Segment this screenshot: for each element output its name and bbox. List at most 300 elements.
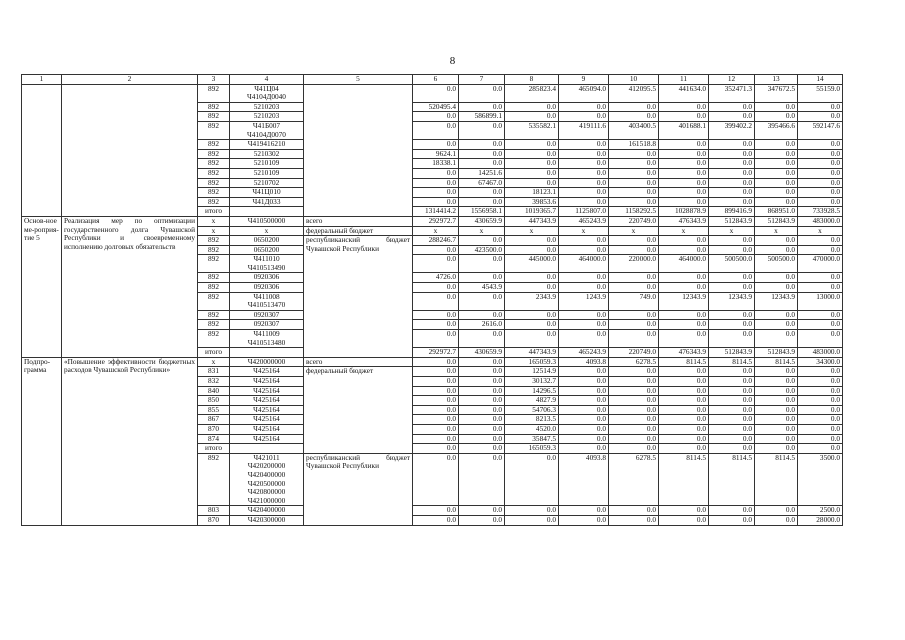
- grbs-cell: 892: [198, 236, 230, 246]
- value-cell: 592147.6: [798, 121, 843, 139]
- value-cell: 0.0: [709, 396, 755, 406]
- kbk-code: Ч420400000: [247, 469, 286, 479]
- value-cell: 352471.3: [709, 84, 755, 102]
- value-cell: 464000.0: [559, 255, 609, 273]
- value-cell: 0.0: [755, 188, 798, 198]
- value-cell: 0.0: [709, 112, 755, 122]
- value-cell: х: [709, 226, 755, 236]
- value-cell: 39853.6: [505, 197, 559, 207]
- grbs-cell: х: [198, 226, 230, 236]
- kbk-cell: [230, 121, 304, 139]
- value-cell: 0.0: [559, 197, 609, 207]
- kbk-cell: [230, 515, 304, 525]
- kbk-cell: [230, 453, 304, 506]
- value-cell: 67467.0: [459, 178, 505, 188]
- value-cell: 0.0: [413, 405, 459, 415]
- column-number: 7: [459, 75, 505, 85]
- value-cell: 0.0: [798, 330, 843, 348]
- kbk-cell: [230, 424, 304, 434]
- kbk-code: 0920307: [253, 319, 280, 329]
- value-cell: 0.0: [559, 236, 609, 246]
- value-cell: 0.0: [709, 245, 755, 255]
- value-cell: 403400.5: [609, 121, 659, 139]
- value-cell: 0.0: [798, 377, 843, 387]
- kbk-code: 0920306: [253, 272, 280, 282]
- value-cell: 0.0: [609, 245, 659, 255]
- value-cell: 0.0: [659, 506, 709, 516]
- value-cell: 0.0: [609, 159, 659, 169]
- value-cell: 0.0: [709, 102, 755, 112]
- grbs-cell: 892: [198, 197, 230, 207]
- value-cell: х: [659, 226, 709, 236]
- column-number: 6: [413, 75, 459, 85]
- value-cell: 0.0: [798, 424, 843, 434]
- value-cell: 0.0: [755, 320, 798, 330]
- value-cell: 1028878.9: [659, 207, 709, 217]
- value-cell: 0.0: [798, 178, 843, 188]
- value-cell: 0.0: [609, 405, 659, 415]
- kbk-cell: [230, 348, 304, 358]
- grbs-cell: 892: [198, 140, 230, 150]
- value-cell: 0.0: [609, 273, 659, 283]
- grbs-cell: 867: [198, 415, 230, 425]
- value-cell: 0.0: [505, 320, 559, 330]
- value-cell: 4827.9: [505, 396, 559, 406]
- value-cell: 8114.5: [755, 357, 798, 367]
- value-cell: 0.0: [798, 283, 843, 293]
- column-number: 14: [798, 75, 843, 85]
- column-number: 10: [609, 75, 659, 85]
- kbk-code: Ч41Ц04: [254, 84, 279, 93]
- value-cell: 0.0: [709, 178, 755, 188]
- value-cell: 0.0: [755, 236, 798, 246]
- kbk-code: х: [264, 226, 269, 235]
- grbs-cell: 850: [198, 396, 230, 406]
- value-cell: 0.0: [659, 320, 709, 330]
- column-number: 5: [304, 75, 413, 85]
- value-cell: 0.0: [755, 424, 798, 434]
- value-cell: 0.0: [459, 434, 505, 444]
- grbs-cell: 831: [198, 367, 230, 377]
- value-cell: 0.0: [459, 140, 505, 150]
- value-cell: 0.0: [459, 506, 505, 516]
- value-cell: 0.0: [505, 245, 559, 255]
- value-cell: 55159.0: [798, 84, 843, 102]
- value-cell: 0.0: [459, 330, 505, 348]
- value-cell: 0.0: [755, 405, 798, 415]
- value-cell: 0.0: [659, 377, 709, 387]
- value-cell: 4093.8: [559, 453, 609, 506]
- value-cell: 0.0: [609, 320, 659, 330]
- value-cell: 0.0: [609, 310, 659, 320]
- column-number: 11: [659, 75, 709, 85]
- value-cell: 161518.8: [609, 140, 659, 150]
- value-cell: 0.0: [798, 367, 843, 377]
- value-cell: 0.0: [755, 178, 798, 188]
- value-cell: 18338.1: [413, 159, 459, 169]
- value-cell: 1158292.5: [609, 207, 659, 217]
- kbk-code: Ч425164: [253, 414, 280, 424]
- column-number: 8: [505, 75, 559, 85]
- value-cell: 0.0: [659, 386, 709, 396]
- value-cell: 0.0: [505, 159, 559, 169]
- kbk-code: Ч425164: [253, 405, 280, 414]
- value-cell: 0.0: [505, 310, 559, 320]
- value-cell: 0.0: [413, 415, 459, 425]
- value-cell: 0.0: [755, 434, 798, 444]
- kbk-cell: [230, 178, 304, 188]
- value-cell: 0.0: [505, 149, 559, 159]
- value-cell: 0.0: [659, 149, 709, 159]
- value-cell: 0.0: [755, 444, 798, 454]
- table-row: [22, 84, 843, 102]
- value-cell: 430659.9: [459, 348, 505, 358]
- value-cell: 0.0: [413, 255, 459, 273]
- kbk-code: Ч420800000: [247, 487, 286, 497]
- kbk-cell: [230, 396, 304, 406]
- value-cell: 0.0: [709, 506, 755, 516]
- value-cell: 0.0: [755, 415, 798, 425]
- section-description: «Повышение эффективности бюджетных расходов Чувашской Республики»: [62, 357, 198, 525]
- value-cell: 0.0: [798, 434, 843, 444]
- grbs-cell: 892: [198, 84, 230, 102]
- value-cell: 0.0: [459, 415, 505, 425]
- value-cell: 35847.5: [505, 434, 559, 444]
- value-cell: 220749.0: [609, 348, 659, 358]
- value-cell: 749.0: [609, 292, 659, 310]
- value-cell: 0.0: [413, 434, 459, 444]
- value-cell: 0.0: [798, 245, 843, 255]
- value-cell: 0.0: [559, 178, 609, 188]
- section-title: Основ-ное ме-роприя-тие 5: [22, 216, 62, 357]
- value-cell: 0.0: [505, 236, 559, 246]
- value-cell: 12343.9: [659, 292, 709, 310]
- kbk-cell: [230, 444, 304, 454]
- value-cell: 0.0: [709, 273, 755, 283]
- grbs-cell: 892: [198, 273, 230, 283]
- grbs-cell: 892: [198, 188, 230, 198]
- kbk-code: Ч411008: [253, 292, 280, 301]
- grbs-cell: 892: [198, 159, 230, 169]
- value-cell: 0.0: [755, 245, 798, 255]
- value-cell: 0.0: [505, 283, 559, 293]
- value-cell: 0.0: [798, 149, 843, 159]
- value-cell: 8114.5: [659, 357, 709, 367]
- value-cell: 483000.0: [798, 216, 843, 226]
- value-cell: 0.0: [659, 434, 709, 444]
- value-cell: 0.0: [709, 197, 755, 207]
- value-cell: 500500.0: [755, 255, 798, 273]
- kbk-code: Ч410500000: [247, 216, 286, 225]
- value-cell: 8114.5: [709, 357, 755, 367]
- value-cell: 0.0: [459, 405, 505, 415]
- value-cell: 0.0: [659, 236, 709, 246]
- kbk-code: 0650200: [253, 235, 280, 245]
- value-cell: 0.0: [413, 506, 459, 516]
- kbk-cell: [230, 506, 304, 516]
- value-cell: 0.0: [413, 84, 459, 102]
- value-cell: 3500.0: [798, 453, 843, 506]
- value-cell: 0.0: [559, 434, 609, 444]
- table-row: [22, 357, 843, 367]
- value-cell: 9624.1: [413, 149, 459, 159]
- value-cell: 0.0: [609, 434, 659, 444]
- value-cell: х: [798, 226, 843, 236]
- value-cell: 0.0: [755, 377, 798, 387]
- value-cell: 0.0: [459, 377, 505, 387]
- value-cell: 465243.9: [559, 216, 609, 226]
- value-cell: х: [755, 226, 798, 236]
- value-cell: 0.0: [459, 102, 505, 112]
- grbs-cell: 840: [198, 386, 230, 396]
- value-cell: 0.0: [609, 168, 659, 178]
- value-cell: 0.0: [413, 310, 459, 320]
- value-cell: 0.0: [709, 377, 755, 387]
- value-cell: 0.0: [659, 367, 709, 377]
- value-cell: х: [609, 226, 659, 236]
- value-cell: 0.0: [413, 444, 459, 454]
- value-cell: 0.0: [709, 188, 755, 198]
- kbk-cell: [230, 112, 304, 122]
- value-cell: 0.0: [659, 159, 709, 169]
- value-cell: 0.0: [659, 396, 709, 406]
- value-cell: 0.0: [709, 140, 755, 150]
- grbs-cell: 892: [198, 453, 230, 506]
- grbs-cell: 832: [198, 377, 230, 387]
- value-cell: 54706.3: [505, 405, 559, 415]
- value-cell: 0.0: [798, 273, 843, 283]
- value-cell: 0.0: [709, 310, 755, 320]
- kbk-cell: [230, 255, 304, 273]
- value-cell: 430659.9: [459, 216, 505, 226]
- value-cell: 0.0: [659, 444, 709, 454]
- value-cell: 0.0: [609, 367, 659, 377]
- value-cell: 0.0: [609, 188, 659, 198]
- value-cell: 0.0: [413, 377, 459, 387]
- value-cell: 0.0: [505, 140, 559, 150]
- value-cell: 520495.4: [413, 102, 459, 112]
- kbk-code: 0650200: [253, 245, 280, 254]
- value-cell: 288246.7: [413, 236, 459, 246]
- funding-source: федеральный бюджет: [304, 226, 413, 236]
- kbk-cell: [230, 188, 304, 198]
- value-cell: 0.0: [413, 453, 459, 506]
- value-cell: 447343.9: [505, 216, 559, 226]
- value-cell: 0.0: [505, 515, 559, 525]
- kbk-code: Ч420300000: [247, 515, 286, 524]
- value-cell: 1314414.2: [413, 207, 459, 217]
- value-cell: 0.0: [413, 112, 459, 122]
- value-cell: 0.0: [609, 197, 659, 207]
- kbk-code: Ч425164: [253, 366, 280, 376]
- value-cell: 0.0: [559, 159, 609, 169]
- value-cell: 0.0: [505, 453, 559, 506]
- value-cell: 0.0: [659, 273, 709, 283]
- value-cell: 0.0: [755, 515, 798, 525]
- value-cell: 0.0: [609, 515, 659, 525]
- value-cell: 0.0: [798, 102, 843, 112]
- kbk-code: Ч425164: [253, 386, 280, 395]
- grbs-cell: 892: [198, 121, 230, 139]
- kbk-code: Ч411009: [253, 329, 280, 339]
- kbk-code: Ч4104Д0070: [247, 129, 286, 139]
- grbs-cell: 892: [198, 320, 230, 330]
- kbk-cell: [230, 207, 304, 217]
- value-cell: 512843.9: [709, 216, 755, 226]
- value-cell: 2616.0: [459, 320, 505, 330]
- value-cell: 8114.5: [659, 453, 709, 506]
- grbs-cell: 870: [198, 515, 230, 525]
- kbk-cell: [230, 320, 304, 330]
- value-cell: 868951.0: [755, 207, 798, 217]
- value-cell: 14251.6: [459, 168, 505, 178]
- value-cell: 0.0: [459, 357, 505, 367]
- value-cell: 0.0: [559, 415, 609, 425]
- value-cell: 0.0: [659, 168, 709, 178]
- value-cell: 535582.1: [505, 121, 559, 139]
- section-description: [62, 84, 198, 216]
- value-cell: 0.0: [798, 386, 843, 396]
- value-cell: 0.0: [559, 140, 609, 150]
- value-cell: 0.0: [659, 112, 709, 122]
- value-cell: 0.0: [413, 168, 459, 178]
- value-cell: 0.0: [559, 168, 609, 178]
- value-cell: 0.0: [659, 310, 709, 320]
- kbk-cell: [230, 149, 304, 159]
- kbk-cell: [230, 283, 304, 293]
- kbk-cell: [230, 357, 304, 367]
- value-cell: 8114.5: [709, 453, 755, 506]
- kbk-code: Ч425164: [253, 376, 280, 385]
- value-cell: 14296.5: [505, 386, 559, 396]
- kbk-cell: [230, 159, 304, 169]
- kbk-cell: [230, 310, 304, 320]
- value-cell: 0.0: [559, 386, 609, 396]
- column-number: 2: [62, 75, 198, 85]
- value-cell: 395466.6: [755, 121, 798, 139]
- kbk-code: Ч420200000: [247, 461, 286, 471]
- value-cell: 0.0: [659, 102, 709, 112]
- value-cell: 1125807.0: [559, 207, 609, 217]
- kbk-code: 5210203: [253, 102, 280, 111]
- value-cell: 0.0: [798, 188, 843, 198]
- value-cell: 0.0: [413, 140, 459, 150]
- value-cell: 0.0: [709, 434, 755, 444]
- kbk-code: Ч425164: [253, 434, 280, 443]
- value-cell: 0.0: [755, 102, 798, 112]
- value-cell: 0.0: [798, 112, 843, 122]
- value-cell: 0.0: [755, 159, 798, 169]
- value-cell: 412095.5: [609, 84, 659, 102]
- value-cell: 0.0: [413, 197, 459, 207]
- value-cell: 0.0: [413, 330, 459, 348]
- value-cell: 0.0: [709, 283, 755, 293]
- grbs-cell: х: [198, 357, 230, 367]
- value-cell: 0.0: [559, 444, 609, 454]
- value-cell: 0.0: [609, 178, 659, 188]
- value-cell: 165059.3: [505, 357, 559, 367]
- value-cell: 0.0: [413, 188, 459, 198]
- value-cell: 0.0: [798, 168, 843, 178]
- funding-source: [304, 84, 413, 216]
- value-cell: 0.0: [755, 149, 798, 159]
- value-cell: 0.0: [659, 188, 709, 198]
- value-cell: 0.0: [659, 245, 709, 255]
- value-cell: 0.0: [413, 292, 459, 310]
- grbs-cell: 892: [198, 292, 230, 310]
- value-cell: х: [505, 226, 559, 236]
- kbk-code: 5210109: [253, 168, 280, 177]
- value-cell: 0.0: [709, 386, 755, 396]
- value-cell: 8114.5: [755, 453, 798, 506]
- value-cell: 0.0: [559, 188, 609, 198]
- grbs-cell: 892: [198, 310, 230, 320]
- grbs-cell: 803: [198, 506, 230, 516]
- value-cell: 0.0: [609, 386, 659, 396]
- value-cell: х: [459, 226, 505, 236]
- value-cell: 0.0: [559, 102, 609, 112]
- value-cell: 0.0: [413, 357, 459, 367]
- kbk-cell: [230, 415, 304, 425]
- value-cell: 0.0: [559, 149, 609, 159]
- kbk-code: Ч410513470: [247, 300, 286, 310]
- kbk-cell: [230, 140, 304, 150]
- value-cell: 220749.0: [609, 216, 659, 226]
- kbk-cell: [230, 273, 304, 283]
- value-cell: 1019365.7: [505, 207, 559, 217]
- value-cell: 0.0: [798, 310, 843, 320]
- value-cell: 0.0: [559, 320, 609, 330]
- value-cell: 0.0: [505, 102, 559, 112]
- grbs-cell: 892: [198, 283, 230, 293]
- grbs-cell: 855: [198, 405, 230, 415]
- grbs-cell: итого: [198, 348, 230, 358]
- value-cell: 512843.9: [709, 348, 755, 358]
- value-cell: 0.0: [413, 424, 459, 434]
- value-cell: 6278.5: [609, 357, 659, 367]
- value-cell: 476343.9: [659, 216, 709, 226]
- value-cell: 0.0: [755, 367, 798, 377]
- kbk-code: 0920306: [253, 282, 280, 292]
- value-cell: 0.0: [413, 178, 459, 188]
- value-cell: 0.0: [413, 396, 459, 406]
- value-cell: 0.0: [559, 273, 609, 283]
- value-cell: 0.0: [459, 386, 505, 396]
- value-cell: 0.0: [755, 310, 798, 320]
- value-cell: 0.0: [798, 396, 843, 406]
- value-cell: 0.0: [798, 415, 843, 425]
- value-cell: 441634.0: [659, 84, 709, 102]
- value-cell: 347672.5: [755, 84, 798, 102]
- value-cell: 0.0: [559, 515, 609, 525]
- value-cell: 423500.0: [459, 245, 505, 255]
- value-cell: 0.0: [609, 102, 659, 112]
- kbk-code: Ч420400000: [247, 505, 286, 515]
- value-cell: 0.0: [798, 405, 843, 415]
- kbk-code: Ч410513490: [247, 262, 286, 272]
- value-cell: 0.0: [659, 197, 709, 207]
- value-cell: 0.0: [659, 424, 709, 434]
- kbk-code: Ч419416210: [247, 139, 286, 149]
- value-cell: 0.0: [709, 159, 755, 169]
- value-cell: 0.0: [459, 236, 505, 246]
- kbk-code: Ч421000000: [247, 495, 286, 505]
- value-cell: 447343.9: [505, 348, 559, 358]
- kbk-cell: [230, 245, 304, 255]
- value-cell: 0.0: [413, 367, 459, 377]
- value-cell: 0.0: [459, 444, 505, 454]
- kbk-code: 5210109: [253, 158, 280, 168]
